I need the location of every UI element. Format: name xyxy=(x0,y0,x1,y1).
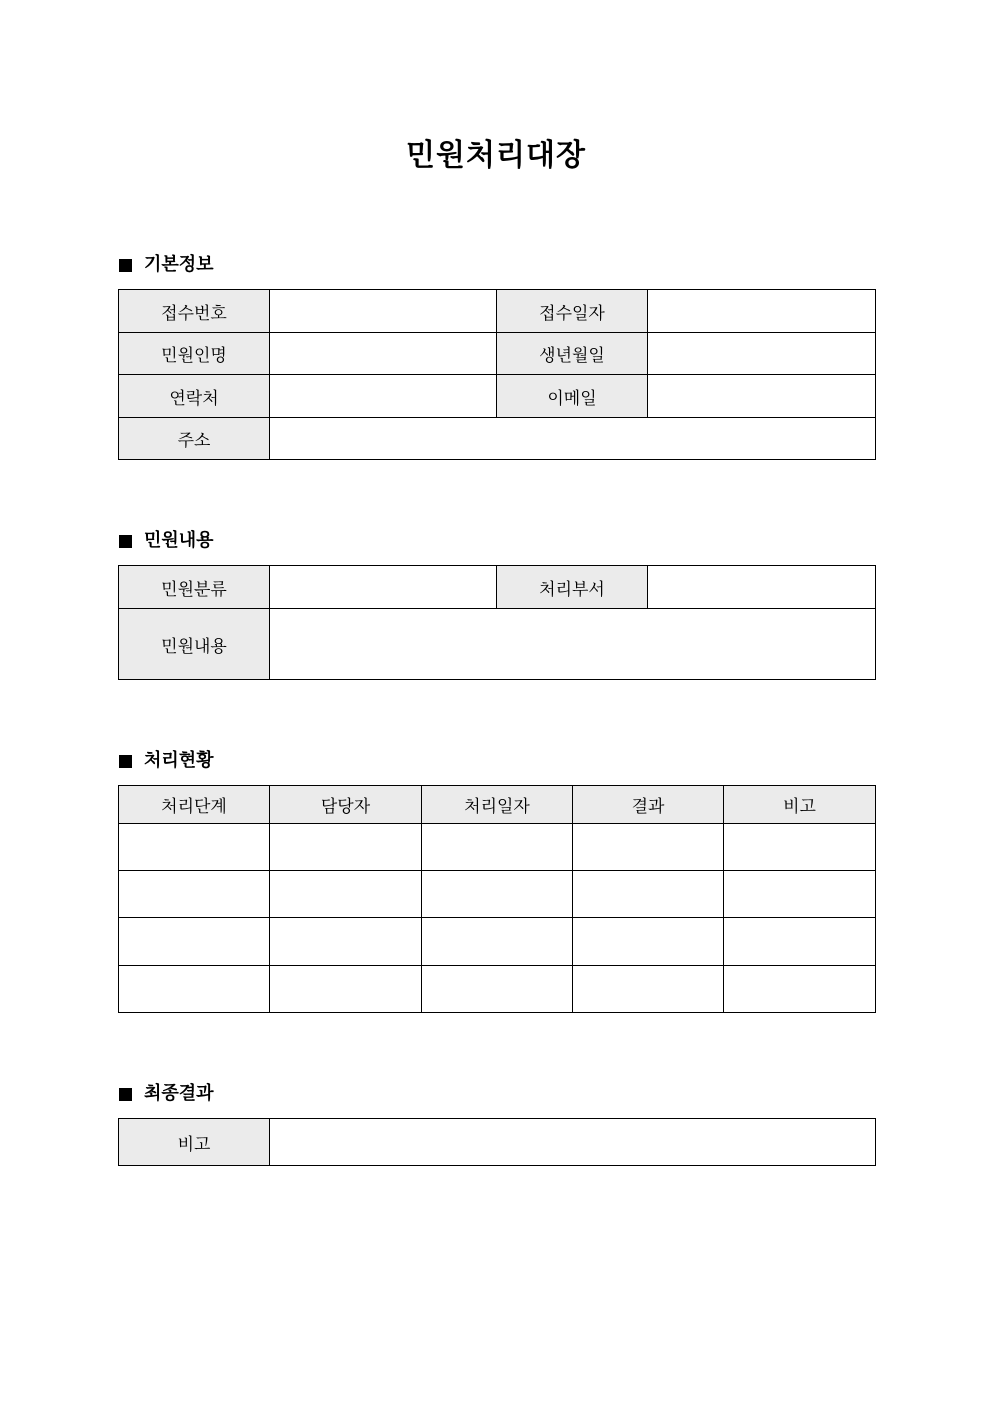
table-cell[interactable] xyxy=(724,966,876,1013)
table-header-row xyxy=(119,786,876,824)
column-header-remarks: 비고 xyxy=(724,786,876,824)
birth-date-label: 생년월일 xyxy=(497,333,648,375)
table-cell[interactable] xyxy=(119,871,270,918)
table-cell[interactable] xyxy=(573,824,724,871)
table-cell[interactable] xyxy=(270,966,422,1013)
address-label: 주소 xyxy=(119,418,270,460)
department-field[interactable] xyxy=(648,566,876,609)
processing-status-table xyxy=(118,785,876,1013)
applicant-name-field[interactable] xyxy=(270,333,497,375)
receipt-number-field[interactable] xyxy=(270,290,497,333)
square-bullet-icon xyxy=(119,535,132,548)
table-row xyxy=(119,333,876,375)
content-label: 민원내용 xyxy=(119,609,270,680)
column-header-result: 결과 xyxy=(573,786,724,824)
table-cell[interactable] xyxy=(724,871,876,918)
birth-date-field[interactable] xyxy=(648,333,876,375)
receipt-date-field[interactable] xyxy=(648,290,876,333)
final-result-table xyxy=(118,1118,876,1166)
email-label: 이메일 xyxy=(497,375,648,418)
section-heading-processing-status xyxy=(119,749,214,773)
section-heading-final-result xyxy=(119,1082,214,1106)
table-row xyxy=(119,566,876,609)
final-remarks-label: 비고 xyxy=(119,1119,270,1166)
receipt-number-label: 접수번호 xyxy=(119,290,270,333)
content-field[interactable] xyxy=(270,609,876,680)
table-cell[interactable] xyxy=(270,871,422,918)
table-row xyxy=(119,918,876,966)
table-cell[interactable] xyxy=(119,918,270,966)
table-cell[interactable] xyxy=(724,918,876,966)
category-field[interactable] xyxy=(270,566,497,609)
table-row xyxy=(119,966,876,1013)
section-heading-label: 기본정보 xyxy=(144,254,214,275)
receipt-date-label: 접수일자 xyxy=(497,290,648,333)
table-row xyxy=(119,375,876,418)
table-cell[interactable] xyxy=(422,871,573,918)
table-row xyxy=(119,871,876,918)
table-cell[interactable] xyxy=(573,966,724,1013)
table-cell[interactable] xyxy=(422,918,573,966)
table-cell[interactable] xyxy=(119,824,270,871)
email-field[interactable] xyxy=(648,375,876,418)
table-cell[interactable] xyxy=(573,871,724,918)
table-row xyxy=(119,1119,876,1166)
address-field[interactable] xyxy=(270,418,876,460)
final-remarks-field[interactable] xyxy=(270,1119,876,1166)
section-heading-label: 처리현황 xyxy=(144,750,214,771)
table-row xyxy=(119,609,876,680)
applicant-name-label: 민원인명 xyxy=(119,333,270,375)
table-row xyxy=(119,290,876,333)
contact-field[interactable] xyxy=(270,375,497,418)
square-bullet-icon xyxy=(119,259,132,272)
table-row xyxy=(119,418,876,460)
section-heading-basic-info xyxy=(119,253,214,277)
section-heading-label: 최종결과 xyxy=(144,1083,214,1104)
department-label: 처리부서 xyxy=(497,566,648,609)
square-bullet-icon xyxy=(119,755,132,768)
column-header-manager: 담당자 xyxy=(270,786,422,824)
column-header-stage: 처리단계 xyxy=(119,786,270,824)
table-cell[interactable] xyxy=(270,918,422,966)
page-title: 민원처리대장 xyxy=(406,138,586,173)
table-cell[interactable] xyxy=(724,824,876,871)
table-cell[interactable] xyxy=(270,824,422,871)
table-cell[interactable] xyxy=(119,966,270,1013)
contact-label: 연락처 xyxy=(119,375,270,418)
table-row xyxy=(119,824,876,871)
basic-info-table xyxy=(118,289,876,460)
category-label: 민원분류 xyxy=(119,566,270,609)
section-heading-complaint-content xyxy=(119,529,214,553)
column-header-process-date: 처리일자 xyxy=(422,786,573,824)
complaint-content-table xyxy=(118,565,876,680)
table-cell[interactable] xyxy=(422,966,573,1013)
table-cell[interactable] xyxy=(573,918,724,966)
section-heading-label: 민원내용 xyxy=(144,530,214,551)
square-bullet-icon xyxy=(119,1088,132,1101)
table-cell[interactable] xyxy=(422,824,573,871)
